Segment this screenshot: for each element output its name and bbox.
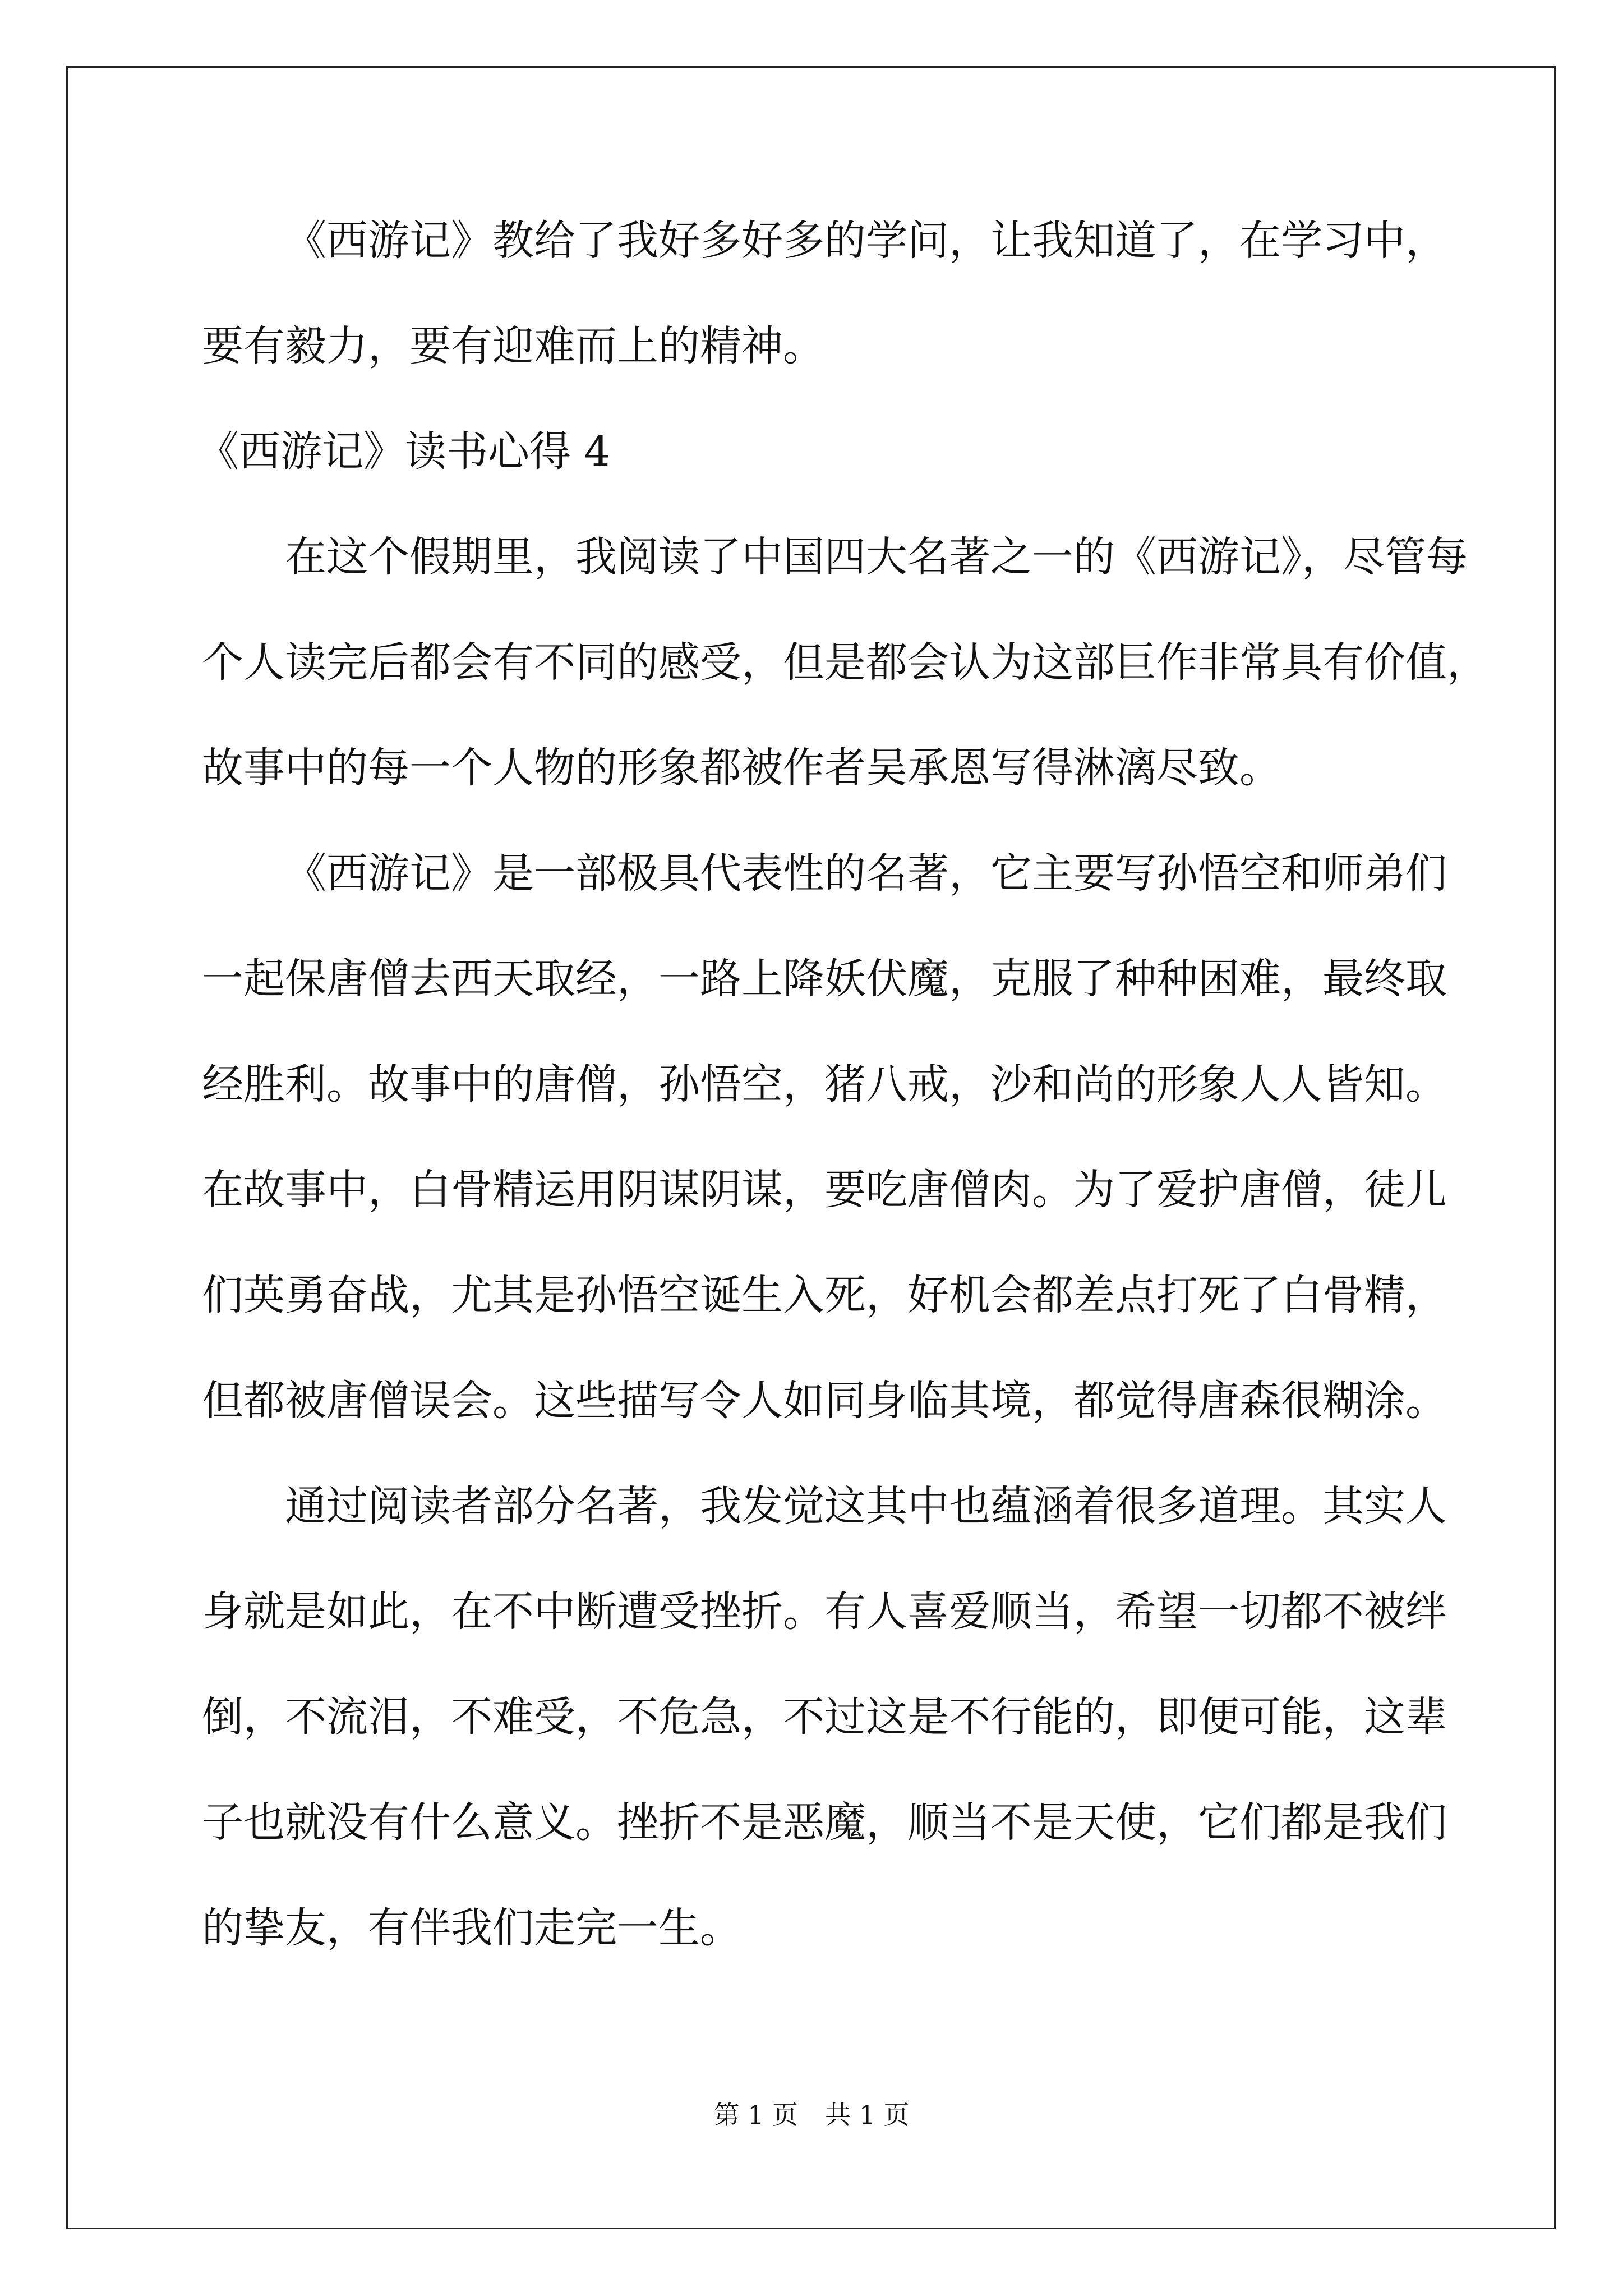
- paragraph-line: 要有毅力，要有迎难而上的精神。: [202, 322, 824, 370]
- paragraph-line: 但都被唐僧误会。这些描写令人如同身临其境，都觉得唐森很糊涂。: [202, 1377, 1447, 1425]
- paragraph-line: 们英勇奋战，尤其是孙悟空诞生入死，好机会都差点打死了白骨精，: [202, 1271, 1447, 1319]
- paragraph-line: 身就是如此，在不中断遭受挫折。有人喜爱顺当，希望一切都不被绊: [202, 1588, 1447, 1636]
- paragraph-line: 在故事中，白骨精运用阴谋阴谋，要吃唐僧肉。为了爱护唐僧，徒儿: [202, 1166, 1447, 1214]
- paragraph-line: 通过阅读者部分名著，我发觉这其中也蕴涵着很多道理。其实人: [285, 1482, 1447, 1530]
- paragraph-line: 的挚友，有伴我们走完一生。: [202, 1904, 741, 1952]
- page-footer: [0, 2098, 1623, 2132]
- document-body: [197, 188, 1488, 1981]
- page-number: 第 1 页: [713, 2100, 798, 2130]
- paragraph-line: 在这个假期里，我阅读了中国四大名著之一的《西游记》，尽管每: [285, 533, 1468, 581]
- paragraph-line: 《西游记》教给了我好多好多的学问，让我知道了，在学习中，: [285, 217, 1447, 265]
- section-heading: 《西游记》读书心得 4: [197, 427, 611, 476]
- paragraph-line: 子也就没有什么意义。挫折不是恶魔，顺当不是天使，它们都是我们: [202, 1798, 1447, 1847]
- page-total: 共 1 页: [825, 2100, 910, 2130]
- paragraph-line: 故事中的每一个人物的形象都被作者吴承恩写得淋漓尽致。: [202, 744, 1281, 792]
- paragraph-line: 一起保唐僧去西天取经，一路上降妖伏魔，克服了种种困难，最终取: [202, 955, 1447, 1003]
- paragraph-line: 经胜利。故事中的唐僧，孙悟空，猪八戒，沙和尚的形象人人皆知。: [202, 1060, 1447, 1108]
- paragraph-line: 《西游记》是一部极具代表性的名著，它主要写孙悟空和师弟们: [285, 849, 1447, 898]
- paragraph-line: 个人读完后都会有不同的感受，但是都会认为这部巨作非常具有价值，: [202, 638, 1488, 687]
- paragraph-line: 倒，不流泪，不难受，不危急，不过这是不行能的，即便可能，这辈: [202, 1693, 1447, 1741]
